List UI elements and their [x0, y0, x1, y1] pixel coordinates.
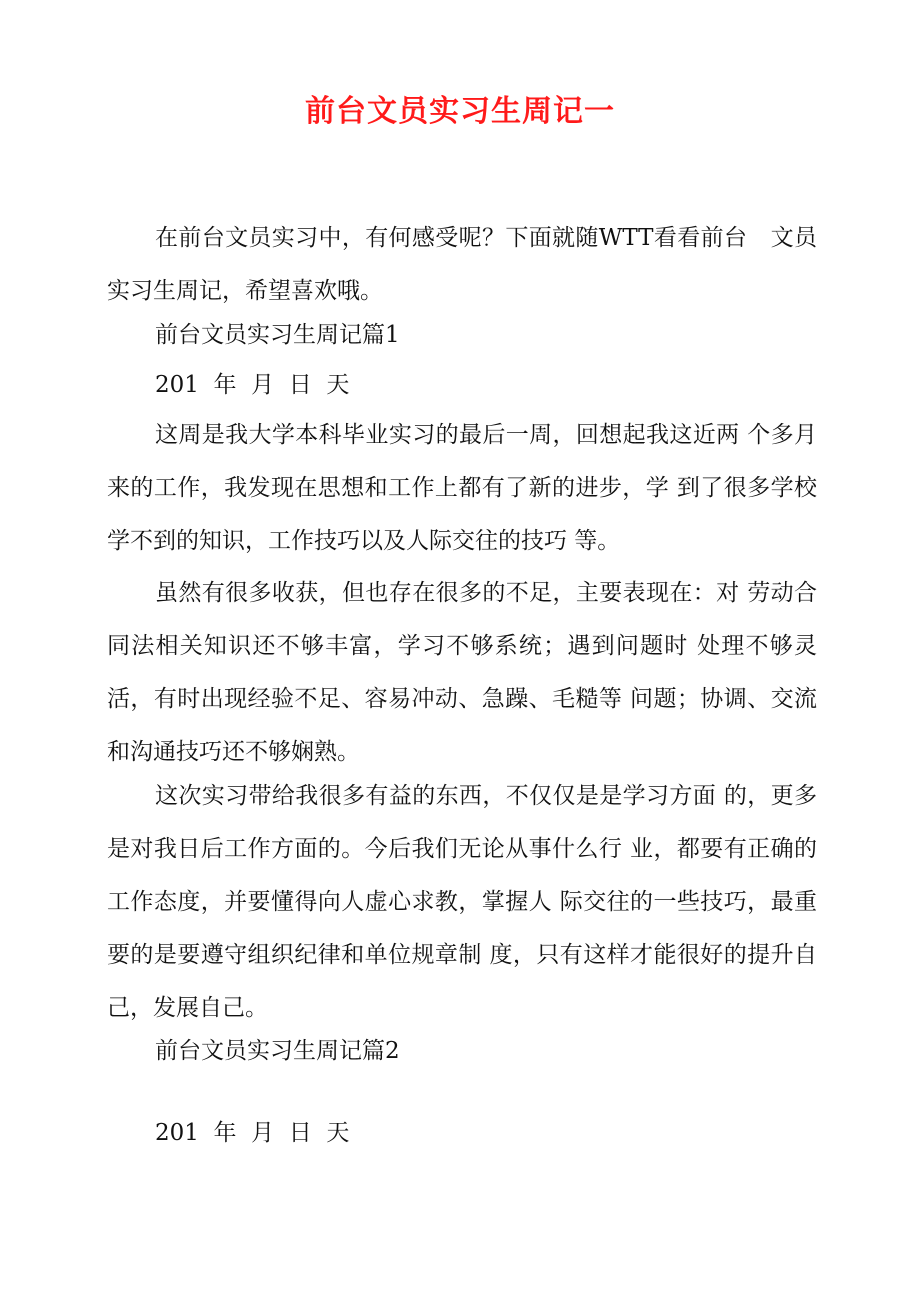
section1-paragraph-3: 这次实习带给我很多有益的东西，不仅仅是是学习方面 的，更多是对我日后工作方面的。今后我们无论从事什么行 业，都要有正确的工作态度，并要懂得向人虚心求教，掌握人 际交往的一些技巧，最重要的是要遵守组织纪律和单位规章制 度，只有这样才能很好的提升自己，发展自己。	[107, 783, 817, 1021]
section1-heading: 前台文员实习生周记篇1	[155, 322, 400, 348]
section2-heading: 前台文员实习生周记篇2	[155, 1038, 400, 1064]
section2-date-line: 201 年 月 日 天	[155, 1120, 350, 1146]
document-title: 前台文员实习生周记一	[305, 94, 615, 129]
intro-paragraph: 在前台文员实习中，有何感受呢？下面就随WTT看看前台 文员实习生周记，希望喜欢哦。	[107, 225, 817, 304]
section1-paragraph-2: 虽然有很多收获，但也存在很多的不足，主要表现在：对 劳动合同法相关知识还不够丰富，学习不够系统；遇到问题时 处理不够灵活，有时出现经验不足、容易冲动、急躁、毛糙等 问题；协调、交流和沟通技巧还不够娴熟。	[107, 580, 817, 765]
section1-paragraph-1: 这周是我大学本科毕业实习的最后一周，回想起我这近两 个多月来的工作，我发现在思想和工作上都有了新的进步，学 到了很多学校学不到的知识，工作技巧以及人际交往的技巧 等。	[107, 422, 817, 554]
section1-date-line: 201 年 月 日 天	[155, 372, 350, 398]
